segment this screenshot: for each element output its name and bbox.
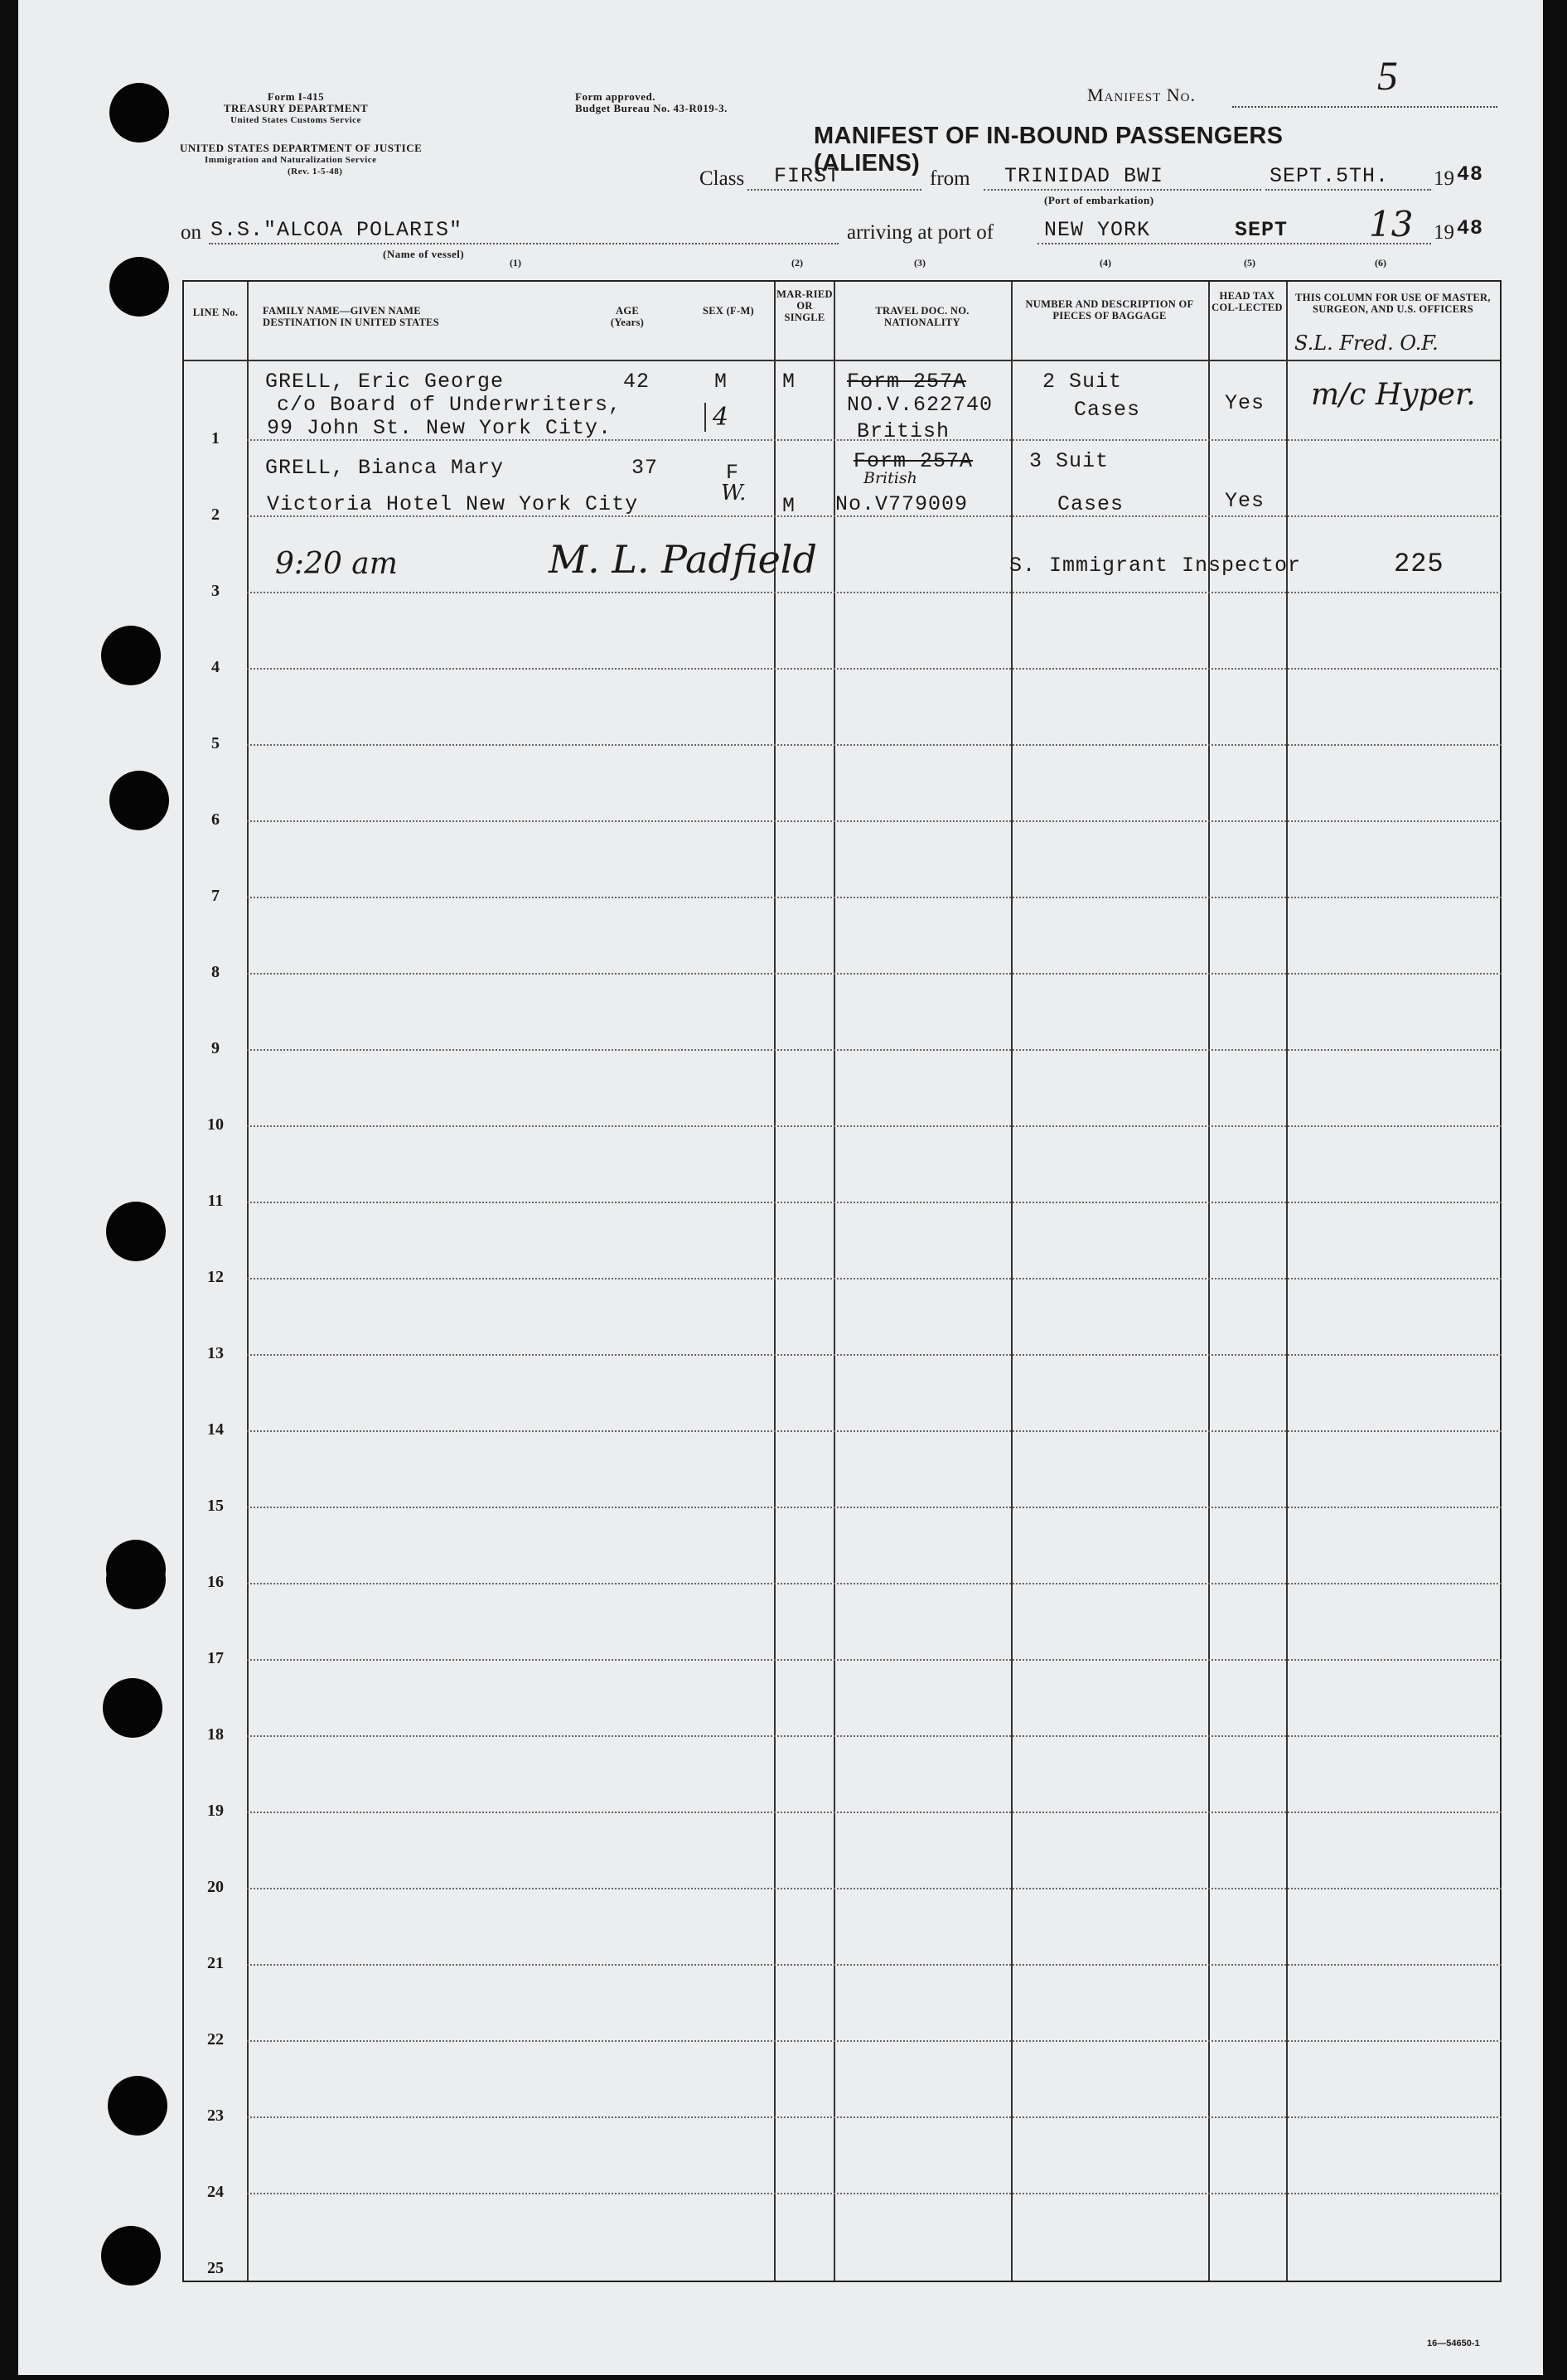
arrival-line — [1037, 243, 1431, 244]
header-divider — [184, 360, 1500, 361]
port-embarkation-caption: (Port of embarkation) — [1044, 194, 1154, 206]
col-num-2: (2) — [791, 257, 803, 268]
line-number: 11 — [207, 1192, 224, 1210]
row-divider — [247, 592, 1502, 593]
entry2-name: GRELL, Bianca Mary — [265, 456, 505, 480]
entry1-name: GRELL, Eric George — [265, 370, 505, 394]
inspector-signature: M. L. Padfield — [549, 537, 817, 582]
page-title: MANIFEST OF IN-BOUND PASSENGERS (ALIENS) — [814, 123, 1284, 177]
col-married: MAR-RIED OR SINGLE — [776, 288, 833, 323]
col-divider — [1208, 282, 1210, 2281]
form-number: Form I-415 — [267, 90, 325, 103]
entry1-officer-note: m/c Hyper. — [1311, 378, 1476, 412]
entry1-address1: c/o Board of Underwriters, — [277, 393, 622, 417]
col-num-6: (6) — [1375, 257, 1386, 268]
ins-service: Immigration and Naturalization Service — [205, 155, 377, 165]
row-divider — [247, 1507, 1502, 1508]
entry1-married: M — [782, 370, 796, 394]
line-number: 10 — [207, 1115, 224, 1134]
entry2-doc-hand: British — [863, 469, 917, 487]
entry1-head-tax: Yes — [1225, 391, 1265, 415]
form-approved — [575, 91, 791, 114]
col-divider — [834, 282, 835, 2281]
bracket-note: 4 — [704, 403, 728, 432]
time-note: 9:20 am — [275, 547, 398, 581]
col-num-3: (3) — [914, 257, 926, 268]
col-line-no: LINE No. — [192, 307, 239, 318]
arrival-port: NEW YORK — [1044, 218, 1151, 242]
departure-year: 48 — [1457, 162, 1484, 186]
col-divider — [1286, 282, 1288, 2281]
col-divider — [247, 282, 249, 2281]
line-number: 12 — [207, 1268, 224, 1286]
binder-hole — [106, 1550, 166, 1609]
line-number: 5 — [211, 734, 220, 752]
entry1-doc-struck: Form 257A — [847, 370, 967, 394]
col-num-5: (5) — [1244, 257, 1255, 268]
customs-service: United States Customs Service — [230, 115, 361, 125]
class-value: FIRST — [774, 164, 841, 188]
arrival-year-prefix: 19 — [1434, 221, 1454, 244]
col-sex: SEX (F-M) — [702, 305, 755, 317]
line-number: 24 — [207, 2183, 224, 2201]
line-number: 3 — [211, 582, 220, 600]
entry2-head-tax: Yes — [1225, 489, 1265, 513]
entry2-married: M — [782, 494, 796, 518]
treasury-dept: TREASURY DEPARTMENT — [223, 102, 369, 114]
line-number: 17 — [207, 1649, 224, 1667]
line-number: 6 — [211, 810, 220, 829]
row-divider — [247, 973, 1502, 975]
from-value: TRINIDAD BWI — [1004, 164, 1164, 188]
form-footer-code: 16—54650-1 — [1427, 2339, 1480, 2349]
binder-hole — [101, 2226, 161, 2286]
officer-header-note: S.L. Fred. O.F. — [1294, 331, 1439, 355]
entry1-doc-no: NO.V.622740 — [847, 393, 994, 417]
entry2-address1: Victoria Hotel New York City — [267, 492, 639, 516]
line-number: 25 — [207, 2259, 224, 2277]
vessel-name: S.S."ALCOA POLARIS" — [210, 218, 463, 242]
entry2-doc-no: No.V779009 — [835, 492, 969, 516]
row-divider — [247, 744, 1502, 746]
binder-hole — [103, 1678, 162, 1738]
class-label: Class — [699, 167, 745, 190]
passenger-table — [182, 257, 1502, 2282]
manifest-no-line — [1232, 106, 1497, 108]
line-number: 8 — [211, 963, 220, 981]
row-divider — [247, 668, 1502, 670]
form-header-treasury — [176, 91, 416, 126]
line-number: 2 — [211, 506, 220, 524]
line-number: 21 — [207, 1954, 224, 1972]
form-approved-text: Form approved. — [575, 90, 656, 103]
justice-dept: UNITED STATES DEPARTMENT OF JUSTICE — [180, 142, 423, 154]
line-number: 23 — [207, 2107, 224, 2125]
entry2-sex: F — [726, 461, 740, 485]
manifest-no-label: Manifest No. — [1087, 85, 1196, 105]
col-num-4: (4) — [1100, 257, 1111, 268]
row-divider — [247, 1125, 1502, 1127]
binder-hole — [106, 1202, 166, 1261]
line-number: 14 — [207, 1420, 224, 1439]
class-line — [747, 189, 921, 191]
line-number: 13 — [207, 1344, 224, 1362]
row-divider — [247, 897, 1502, 898]
revision: (Rev. 1-5-48) — [288, 167, 343, 177]
col-travel-doc-text: TRAVEL DOC. NO. — [875, 305, 970, 317]
from-line — [984, 189, 1261, 191]
line-number: 9 — [211, 1039, 220, 1057]
row-divider — [247, 1659, 1502, 1661]
col-head-tax: HEAD TAX COL-LECTED — [1212, 290, 1283, 313]
col-name-text: FAMILY NAME—GIVEN NAME — [263, 305, 421, 317]
binder-hole — [109, 771, 169, 830]
entry1-nationality: British — [857, 419, 950, 443]
entry1-baggage2: Cases — [1074, 398, 1141, 422]
entry2-age: 37 — [631, 456, 659, 480]
line-number: 4 — [211, 658, 220, 676]
arriving-label: arriving at port of — [847, 221, 994, 244]
departure-date: SEPT.5TH. — [1270, 164, 1390, 188]
manifest-no-value: 5 — [1377, 52, 1398, 99]
row-divider — [247, 1812, 1502, 1813]
vessel-line — [209, 243, 839, 244]
line-number: 15 — [207, 1497, 224, 1515]
entry2-doc-struck: Form 257A — [854, 449, 974, 473]
row-divider — [247, 1202, 1502, 1203]
entry2-baggage1: 3 Suit — [1029, 449, 1110, 473]
col-officers: THIS COLUMN FOR USE OF MASTER, SURGEON, AND U.S. OFFICERS — [1295, 292, 1491, 315]
budget-bureau: Budget Bureau No. 43-R019-3. — [575, 102, 728, 114]
entry2-baggage2: Cases — [1057, 492, 1124, 516]
line-number: 18 — [207, 1725, 224, 1744]
arrival-month: SEPT — [1235, 218, 1289, 242]
row-divider — [247, 1888, 1502, 1889]
col-num-1: (1) — [510, 257, 521, 268]
col-divider — [1011, 282, 1013, 2281]
col-name — [263, 305, 503, 328]
entry1-sex: M — [714, 370, 728, 394]
line-number: 22 — [207, 2030, 224, 2049]
departure-year-prefix: 19 — [1434, 167, 1454, 190]
col-nationality-text: NATIONALITY — [884, 317, 960, 328]
arrival-year: 48 — [1457, 216, 1484, 240]
entry1-baggage1: 2 Suit — [1042, 370, 1123, 394]
row-divider — [247, 1735, 1502, 1737]
inspector-title: S. Immigrant Inspector — [1009, 554, 1302, 578]
binder-hole — [109, 257, 169, 317]
binder-hole — [108, 2076, 167, 2136]
form-header-justice — [180, 143, 544, 177]
entry1-address2: 99 John St. New York City. — [267, 416, 612, 440]
col-age: AGE (Years) — [610, 305, 645, 328]
row-divider — [247, 820, 1502, 822]
row-divider — [247, 2193, 1502, 2194]
entry2-marital-note: W. — [721, 481, 747, 506]
row-divider — [247, 1583, 1502, 1584]
from-label: from — [930, 167, 970, 190]
binder-hole — [101, 626, 161, 685]
arrival-day: 13 — [1369, 204, 1414, 244]
line-number: 20 — [207, 1878, 224, 1896]
departure-date-line — [1265, 189, 1431, 191]
line-number: 1 — [211, 429, 220, 447]
row-divider — [247, 1354, 1502, 1356]
row-divider — [247, 1430, 1502, 1432]
on-label: on — [181, 221, 201, 244]
line-number: 7 — [211, 887, 220, 905]
line-number: 16 — [207, 1573, 224, 1591]
col-baggage: NUMBER AND DESCRIPTION OF PIECES OF BAGGAGE — [1025, 298, 1194, 322]
row-divider — [247, 1049, 1502, 1051]
line-number: 19 — [207, 1802, 224, 1820]
manifest-page — [18, 0, 1543, 2375]
binder-hole — [109, 83, 169, 143]
entry1-age: 42 — [623, 370, 650, 394]
inspector-number: 225 — [1394, 549, 1444, 579]
row-divider — [247, 1278, 1502, 1279]
vessel-caption: (Name of vessel) — [383, 248, 465, 260]
col-destination-text: DESTINATION IN UNITED STATES — [263, 317, 439, 328]
row-divider — [247, 2040, 1502, 2042]
row-divider — [247, 2116, 1502, 2118]
row-divider — [247, 1964, 1502, 1966]
col-travel-doc — [835, 305, 1009, 328]
